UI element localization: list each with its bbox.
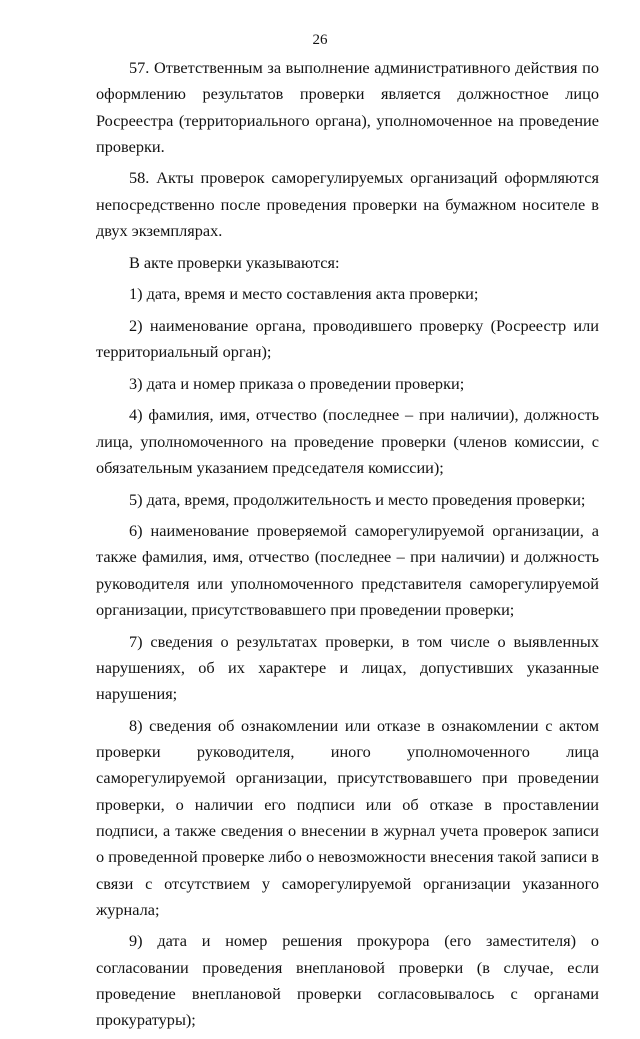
paragraph-act-contents-intro: В акте проверки указываются:	[129, 252, 340, 272]
list-item-2: 2) наименование органа, проводившего проверку (Росреестр или территориальный орган);	[96, 315, 599, 362]
list-item-8: 8) сведения об ознакомлении или отказе в ознакомлении с актом проверки руководителя, иного уполномоченного лица саморегулируемой организации, присутствовавшего при проведении проверки, о наличии его подписи или об отказе в проставлении подписи, а также сведения о внесении в журнал учета проверок записи о проведенной проверке либо о невозможности внесения такой записи в связи с отсутствием у саморегулируемой организации указанного журнала;	[96, 715, 599, 919]
page-number: 26	[312, 32, 328, 48]
list-item-4: 4) фамилия, имя, отчество (последнее – при наличии), должность лица, уполномоченного на проведение проверки (членов комиссии, с обязательным указанием председателя комиссии);	[96, 405, 599, 477]
document-body	[96, 55, 599, 1039]
list-item-9: 9) дата и номер решения прокурора (его заместителя) о согласовании проведения внеплановой проверки (в случае, если проведение внеплановой проверки согласовывалось с органами прокуратуры);	[96, 931, 599, 1030]
list-item-1: 1) дата, время и место составления акта проверки;	[129, 284, 479, 304]
paragraph-58: 58. Акты проверок саморегулируемых организаций оформляются непосредственно после проведения проверки на бумажном носителе в двух экземплярах.	[96, 168, 599, 241]
list-item-5: 5) дата, время, продолжительность и место проведения проверки;	[129, 489, 586, 509]
list-item-6: 6) наименование проверяемой саморегулируемой организации, а также фамилия, имя, отчество (последнее – при наличии) и должность руководителя или уполномоченного представителя саморегулируемой организации, присутствовавшего при проведении проверки;	[96, 521, 599, 620]
paragraph-57: 57. Ответственным за выполнение административного действия по оформлению результатов проверки является должностное лицо Росреестра (территориального органа), уполномоченное на проведение проверки.	[96, 58, 599, 156]
list-item-7: 7) сведения о результатах проверки, в том числе о выявленных нарушениях, об их характере и лицах, допустивших указанные нарушения;	[96, 631, 599, 704]
list-item-3: 3) дата и номер приказа о проведении проверки;	[129, 373, 465, 393]
